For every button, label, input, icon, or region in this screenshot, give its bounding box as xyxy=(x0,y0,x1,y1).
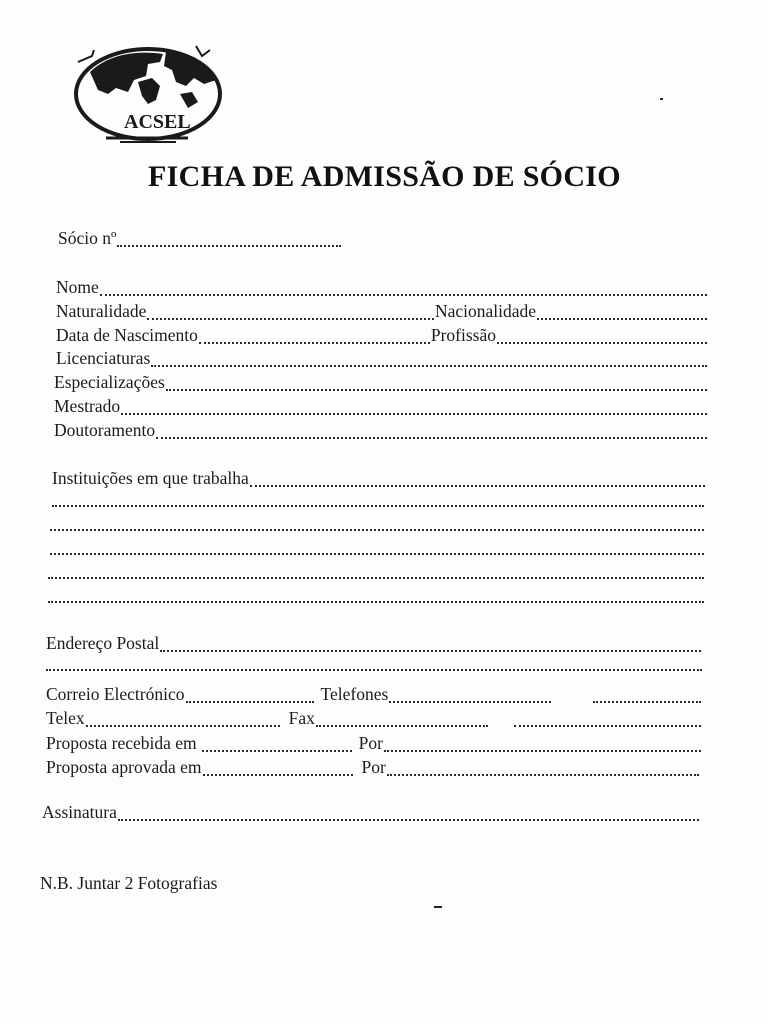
field-mestrado[interactable] xyxy=(54,396,708,418)
naturalidade-label: Naturalidade xyxy=(56,301,147,321)
photo-note: N.B. Juntar 2 Fotografias xyxy=(40,873,218,893)
socio-no-line[interactable] xyxy=(117,231,341,247)
telefones-label: Telefones xyxy=(320,684,389,704)
mestrado-line[interactable] xyxy=(121,399,707,415)
assinatura-line[interactable] xyxy=(118,805,699,821)
field-telex[interactable] xyxy=(46,708,702,730)
field-endereco-postal[interactable] xyxy=(46,633,702,655)
correio-electronico-line[interactable] xyxy=(186,687,314,703)
licenciaturas-line[interactable] xyxy=(151,351,707,367)
field-instituicoes[interactable] xyxy=(52,468,706,490)
telefones-line-2[interactable] xyxy=(593,687,701,703)
proposta-aprovada-por-label: Por xyxy=(361,757,386,777)
field-especializacoes[interactable] xyxy=(54,372,708,394)
assinatura-label: Assinatura xyxy=(42,802,117,822)
proposta-recebida-por-line[interactable] xyxy=(384,736,701,752)
instituicoes-line-2[interactable] xyxy=(52,503,704,507)
correio-electronico-label: Correio Electrónico xyxy=(46,684,185,704)
telex-label: Telex xyxy=(46,708,85,728)
data-nascimento-line[interactable] xyxy=(199,328,430,344)
instituicoes-line-4[interactable] xyxy=(50,551,704,555)
scan-speck xyxy=(434,906,442,908)
instituicoes-line-6[interactable] xyxy=(48,599,704,603)
instituicoes-line-5[interactable] xyxy=(48,575,704,579)
instituicoes-line[interactable] xyxy=(250,471,705,487)
mestrado-label: Mestrado xyxy=(54,396,121,416)
nome-line[interactable] xyxy=(100,280,707,296)
telefones-line[interactable] xyxy=(389,687,551,703)
fax-line-2[interactable] xyxy=(514,711,701,727)
field-data-nascimento[interactable] xyxy=(56,325,708,347)
profissao-label: Profissão xyxy=(430,325,496,345)
logo-text: ACSEL xyxy=(124,111,191,133)
profissao-line[interactable] xyxy=(497,328,707,344)
especializacoes-line[interactable] xyxy=(166,375,707,391)
instituicoes-label: Instituições em que trabalha xyxy=(52,468,249,488)
proposta-recebida-label: Proposta recebida em xyxy=(46,733,197,753)
field-assinatura[interactable] xyxy=(42,802,700,824)
data-nascimento-label: Data de Nascimento xyxy=(56,325,198,345)
form-title: FICHA DE ADMISSÃO DE SÓCIO xyxy=(148,160,621,193)
field-proposta-aprovada[interactable] xyxy=(46,757,700,779)
field-doutoramento[interactable] xyxy=(54,420,708,442)
proposta-recebida-por-label: Por xyxy=(358,733,383,753)
endereco-postal-line-2[interactable] xyxy=(46,667,702,671)
field-proposta-recebida[interactable] xyxy=(46,733,702,755)
field-correio-electronico[interactable] xyxy=(46,684,702,706)
fax-line[interactable] xyxy=(316,711,488,727)
doutoramento-line[interactable] xyxy=(156,423,707,439)
licenciaturas-label: Licenciaturas xyxy=(56,348,151,368)
nacionalidade-label: Nacionalidade xyxy=(434,301,536,321)
telex-line[interactable] xyxy=(86,711,280,727)
proposta-aprovada-line[interactable] xyxy=(203,760,353,776)
especializacoes-label: Especializações xyxy=(54,372,165,392)
field-nome[interactable] xyxy=(56,277,708,299)
field-naturalidade[interactable] xyxy=(56,301,708,323)
scan-speck xyxy=(660,98,663,100)
proposta-aprovada-por-line[interactable] xyxy=(387,760,699,776)
naturalidade-line[interactable] xyxy=(147,304,434,320)
field-licenciaturas[interactable] xyxy=(56,348,708,370)
instituicoes-line-3[interactable] xyxy=(50,527,704,531)
nacionalidade-line[interactable] xyxy=(537,304,707,320)
doutoramento-label: Doutoramento xyxy=(54,420,156,440)
acsel-logo xyxy=(68,42,233,150)
proposta-aprovada-label: Proposta aprovada em xyxy=(46,757,202,777)
proposta-recebida-line[interactable] xyxy=(202,736,352,752)
socio-no-label: Sócio nº xyxy=(58,228,117,248)
fax-label: Fax xyxy=(288,708,315,728)
endereco-postal-label: Endereço Postal xyxy=(46,633,160,653)
field-socio-no[interactable] xyxy=(58,228,342,250)
endereco-postal-line[interactable] xyxy=(160,636,701,652)
nome-label: Nome xyxy=(56,277,99,297)
